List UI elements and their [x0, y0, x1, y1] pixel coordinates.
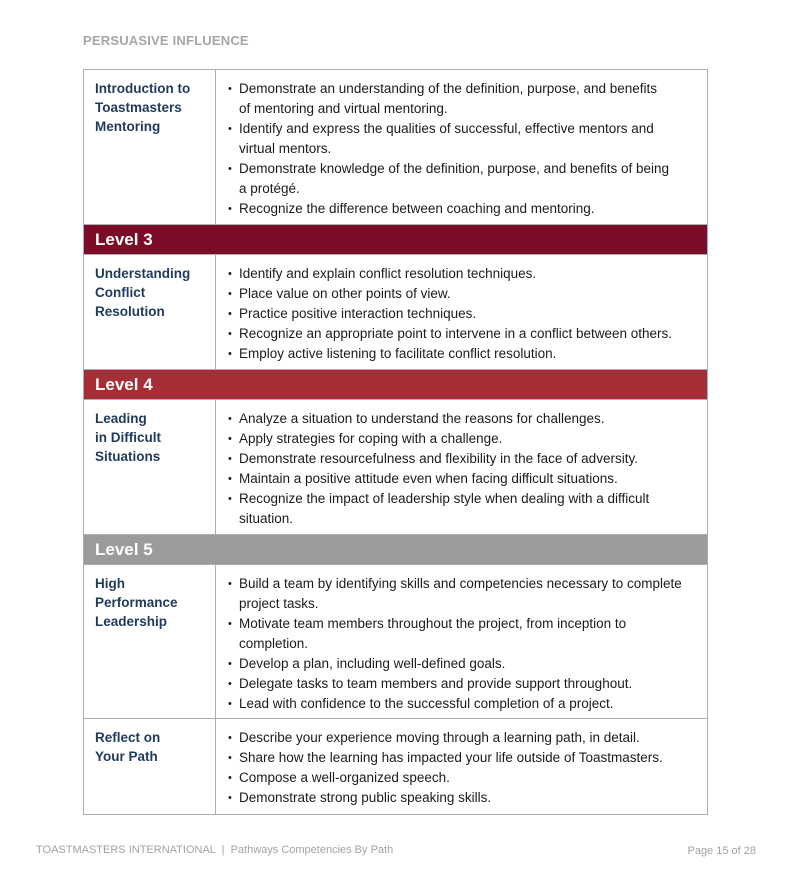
competency-list	[216, 565, 707, 718]
project-name-line: Leading	[95, 411, 147, 426]
level-header: Level 4	[84, 370, 707, 400]
competency-list	[216, 400, 707, 534]
project-name-line: Performance	[95, 595, 178, 610]
competency-item: • Identify and explain conflict resolution techniques.	[228, 264, 697, 284]
project-name-line: Understanding	[95, 266, 191, 281]
competency-item: • Identify and express the qualities of successful, effective mentors and virtual mentors.	[228, 119, 697, 159]
competency-item: • Describe your experience moving through a learning path, in detail.	[228, 728, 697, 748]
project-name-line: Toastmasters	[95, 100, 182, 115]
level-header: Level 5	[84, 535, 707, 565]
competency-item: • Analyze a situation to understand the reasons for challenges.	[228, 409, 697, 429]
project-name-line: Mentoring	[95, 119, 161, 134]
competency-list	[216, 719, 707, 814]
project-name-line: Your Path	[95, 749, 158, 764]
competency-item: • Demonstrate an understanding of the definition, purpose, and benefits of mentoring and virtual mentoring.	[228, 79, 697, 119]
competency-item: • Build a team by identifying skills and competencies necessary to complete project tasks.	[228, 574, 697, 614]
project-name	[84, 255, 216, 369]
competency-item: • Lead with confidence to the successful completion of a project.	[228, 694, 697, 714]
competency-item: • Maintain a positive attitude even when facing difficult situations.	[228, 469, 697, 489]
competency-item: • Recognize an appropriate point to intervene in a conflict between others.	[228, 324, 697, 344]
competency-item: • Practice positive interaction techniques.	[228, 304, 697, 324]
competency-table	[83, 69, 708, 815]
competency-item: • Apply strategies for coping with a challenge.	[228, 429, 697, 449]
competency-item: • Recognize the difference between coaching and mentoring.	[228, 199, 697, 219]
competency-item: • Develop a plan, including well-defined goals.	[228, 654, 697, 674]
competency-item: • Share how the learning has impacted your life outside of Toastmasters.	[228, 748, 697, 768]
competency-item: • Compose a well-organized speech.	[228, 768, 697, 788]
competency-item: • Employ active listening to facilitate conflict resolution.	[228, 344, 697, 364]
competency-item: • Demonstrate strong public speaking skills.	[228, 788, 697, 808]
path-title: PERSUASIVE INFLUENCE	[83, 33, 249, 48]
project-name-line: High	[95, 576, 125, 591]
project-name	[84, 719, 216, 814]
project-name-line: in Difficult	[95, 430, 161, 445]
competency-item: • Demonstrate knowledge of the definition, purpose, and benefits of being a protégé.	[228, 159, 697, 199]
competency-row	[84, 70, 707, 225]
project-name-line: Introduction to	[95, 81, 191, 96]
project-name-line: Leadership	[95, 614, 168, 629]
project-name	[84, 400, 216, 534]
competency-row	[84, 565, 707, 719]
project-name-line: Resolution	[95, 304, 165, 319]
competency-item: • Place value on other points of view.	[228, 284, 697, 304]
competency-row	[84, 400, 707, 535]
project-name-line: Reflect on	[95, 730, 161, 745]
competency-list	[216, 255, 707, 369]
project-name-line: Conflict	[95, 285, 146, 300]
competency-item: • Delegate tasks to team members and provide support throughout.	[228, 674, 697, 694]
project-name	[84, 70, 216, 224]
footer-page-number: Page 15 of 28	[687, 845, 756, 857]
competency-list	[216, 70, 707, 224]
competency-item: • Motivate team members throughout the project, from inception to completion.	[228, 614, 697, 654]
competency-item: • Demonstrate resourcefulness and flexibility in the face of adversity.	[228, 449, 697, 469]
level-header: Level 3	[84, 225, 707, 255]
competency-row	[84, 255, 707, 370]
footer-org: TOASTMASTERS INTERNATIONAL | Pathways Competencies By Path	[36, 844, 394, 856]
project-name	[84, 565, 216, 718]
competency-item: • Recognize the impact of leadership style when dealing with a difficult situation.	[228, 489, 697, 529]
competency-row	[84, 719, 707, 814]
project-name-line: Situations	[95, 449, 161, 464]
